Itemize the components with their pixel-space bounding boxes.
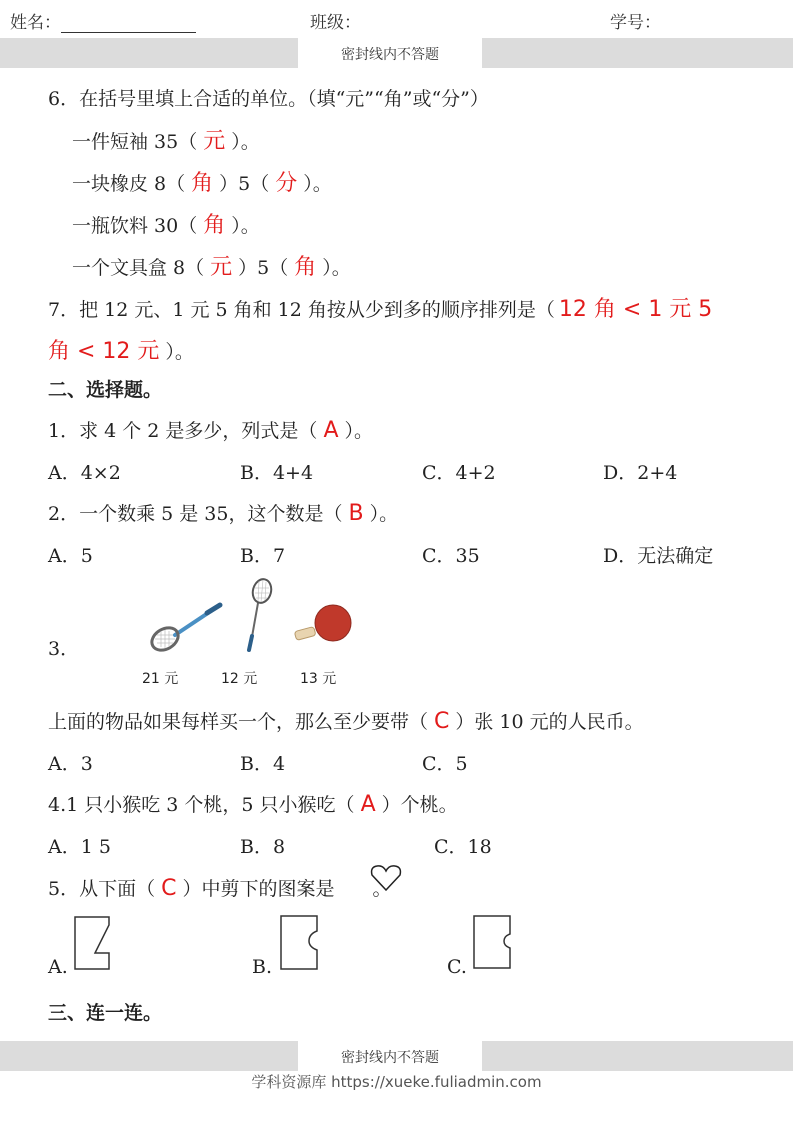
answer: 元 (210, 255, 233, 280)
option-a: A．4×2 (48, 462, 121, 484)
option-a: A. (48, 956, 68, 978)
answer: 角 < 12 元 (48, 339, 160, 364)
option-b: B．4 (240, 753, 286, 775)
choice-1-stem: 1．求 4 个 2 是多少，列式是（ A ）。 (48, 418, 374, 443)
tennis-racket-icon (145, 595, 225, 655)
option-b: B．8 (240, 836, 286, 858)
name-blank[interactable] (61, 14, 196, 33)
answer: 分 (275, 171, 298, 196)
student-id-label: 学号： (610, 13, 661, 33)
name-label: 姓名： (10, 13, 61, 33)
section-2-title: 二、选择题。 (48, 379, 163, 401)
option-d: D．无法确定 (603, 545, 714, 567)
option-c: C. (447, 956, 467, 978)
answer: 元 (203, 129, 226, 154)
answer: 角 (294, 255, 317, 280)
footer-site-link[interactable]: 学科资源库 https://xueke.fuliadmin.com (251, 1073, 542, 1091)
q6-line-3: 一瓶饮料 30（ 角 ）。 (72, 213, 260, 238)
q6-line-4: 一个文具盒 8（ 元 ）5（ 角 ）。 (72, 255, 351, 280)
option-a: A．5 (48, 545, 93, 567)
option-c: C．35 (422, 545, 480, 567)
answer: C (161, 876, 177, 901)
price-label: 12 元 (221, 671, 258, 687)
ping-pong-paddle-icon (293, 603, 358, 648)
seal-band-top (0, 38, 793, 68)
choice-2-stem: 2．一个数乘 5 是 35，这个数是（ B ）。 (48, 501, 399, 526)
q7-line-2: 角 < 12 元 ）。 (48, 339, 194, 364)
answer: B (348, 501, 364, 526)
seal-text: 密封线内不答题 (341, 47, 439, 63)
seal-text: 密封线内不答题 (341, 1050, 439, 1066)
folded-paper-a-icon (73, 915, 113, 971)
badminton-racket-icon (238, 578, 278, 653)
q7-line-1: 7．把 12 元、1 元 5 角和 12 角按从少到多的顺序排列是（ 12 角 < 1 元 5 (48, 292, 718, 323)
seal-bar (0, 1041, 298, 1071)
option-c: C．4+2 (422, 462, 496, 484)
choice-3-stem: 上面的物品如果每样买一个，那么至少要带（ C ）张 10 元的人民币。 (48, 709, 644, 734)
class-label: 班级： (310, 13, 361, 33)
section-3-title: 三、连一连。 (48, 1002, 163, 1024)
name-field (10, 8, 196, 33)
q6-line-1: 一件短袖 35（ 元 ）。 (72, 129, 260, 154)
option-a: A．3 (48, 753, 93, 775)
option-b: B．4+4 (240, 462, 314, 484)
answer: A (323, 418, 339, 443)
price-label: 13 元 (300, 671, 337, 687)
seal-bar (482, 38, 793, 68)
answer: 12 角 < 1 元 5 (558, 297, 713, 322)
seal-bar (482, 1041, 793, 1071)
choice-4-stem: 4.1 只小猴吃 3 个桃，5 只小猴吃（ A ）个桃。 (48, 792, 458, 817)
heart-icon (369, 864, 403, 892)
price-label: 21 元 (142, 671, 179, 687)
option-c: C．18 (434, 836, 492, 858)
answer: 角 (203, 213, 226, 238)
answer: C (434, 709, 450, 734)
choice-5-stem: 5．从下面（ C ）中剪下的图案是 。 (48, 876, 392, 901)
q6-stem: 6．在括号里填上合适的单位。（填“元”“角”或“分”） (48, 88, 489, 110)
option-b: B．7 (240, 545, 286, 567)
q6-line-2: 一块橡皮 8（ 角 ）5（ 分 ）。 (72, 171, 332, 196)
seal-bar (0, 38, 298, 68)
folded-paper-b-icon (279, 914, 321, 972)
choice-3-number: 3． (48, 638, 80, 660)
option-c: C．5 (422, 753, 468, 775)
answer: A (360, 792, 376, 817)
answer: 角 (191, 171, 214, 196)
option-b: B. (252, 956, 273, 978)
folded-paper-c-icon (472, 914, 514, 972)
seal-band-bottom (0, 1041, 793, 1071)
option-a: A．1 5 (48, 836, 111, 858)
option-d: D．2+4 (603, 462, 678, 484)
